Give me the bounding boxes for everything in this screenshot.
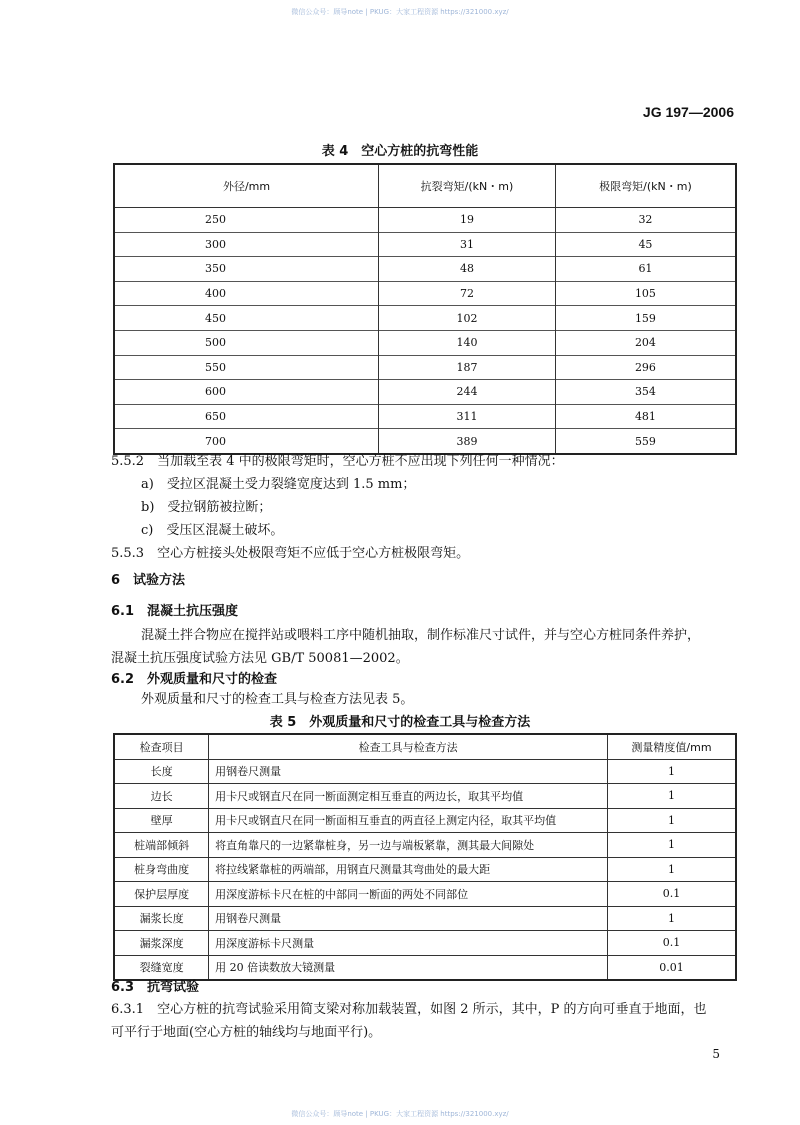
table-row <box>114 232 736 257</box>
table-row <box>114 759 736 784</box>
table5-cell: 1 <box>607 759 736 784</box>
table5-header-row <box>114 734 736 759</box>
table5-cell: 裂缝宽度 <box>114 955 209 980</box>
table4-cell: 159 <box>555 306 736 331</box>
table-row <box>114 380 736 405</box>
section-6-1-paragraph-line2: 混凝土抗压强度试验方法见 GB/T 50081—2002。 <box>111 651 409 666</box>
clause-item-a: a) 受拉区混凝土受力裂缝宽度达到 1.5 mm； <box>141 477 416 492</box>
table5-header-method: 检查工具与检查方法 <box>209 734 608 759</box>
section-6-2-paragraph: 外观质量和尺寸的检查工具与检查方法见表 5。 <box>141 692 414 707</box>
table5-cell: 0.01 <box>607 955 736 980</box>
table-row <box>114 882 736 907</box>
table-row <box>114 784 736 809</box>
table4-cell: 296 <box>555 355 736 380</box>
table-row <box>114 429 736 454</box>
table4-cell: 550 <box>114 355 379 380</box>
table4-cell: 72 <box>379 281 556 306</box>
table4-header-diameter: 外径/mm <box>114 164 379 208</box>
table4-cell: 61 <box>555 257 736 282</box>
table5-cell: 壁厚 <box>114 808 209 833</box>
table4-cell: 105 <box>555 281 736 306</box>
table5-cell: 边长 <box>114 784 209 809</box>
table4-cell: 450 <box>114 306 379 331</box>
clause-5-5-2: 5.5.2 当加载至表 4 中的极限弯矩时，空心方桩不应出现下列任何一种情况： <box>111 454 564 469</box>
table4-cell: 600 <box>114 380 379 405</box>
table5-header-precision: 测量精度值/mm <box>607 734 736 759</box>
table5-cell: 将直角靠尺的一边紧靠桩身，另一边与端板紧靠，测其最大间隙处 <box>209 833 608 858</box>
table-row <box>114 955 736 980</box>
table5-header-item: 检查项目 <box>114 734 209 759</box>
table5-cell: 用钢卷尺测量 <box>209 759 608 784</box>
table4-cell: 559 <box>555 429 736 454</box>
table4-header-ultimate-moment: 极限弯矩/(kN・m) <box>555 164 736 208</box>
clause-5-5-3: 5.5.3 空心方桩接头处极限弯矩不应低于空心方桩极限弯矩。 <box>111 546 470 561</box>
table5-cell: 用卡尺或钢直尺在同一断面相互垂直的两直径上测定内径，取其平均值 <box>209 808 608 833</box>
table5-cell: 桩端部倾斜 <box>114 833 209 858</box>
table5 <box>113 733 737 981</box>
table4-cell: 32 <box>555 208 736 233</box>
table-row <box>114 306 736 331</box>
watermark-top: 微信公众号：顾导note | PKUG：大家工程资源 https://321000.xyz/ <box>291 8 509 16</box>
table4-cell: 204 <box>555 330 736 355</box>
table5-cell: 漏浆深度 <box>114 931 209 956</box>
table4-cell: 311 <box>379 404 556 429</box>
clause-item-b: b) 受拉钢筋被拉断； <box>141 500 272 515</box>
section-6-heading: 6 试验方法 <box>111 573 186 588</box>
table4-cell: 45 <box>555 232 736 257</box>
table5-cell: 将拉线紧靠桩的两端部，用钢直尺测量其弯曲处的最大距 <box>209 857 608 882</box>
table5-cell: 1 <box>607 857 736 882</box>
table4-cell: 354 <box>555 380 736 405</box>
table4-cell: 389 <box>379 429 556 454</box>
table5-title: 表 5 外观质量和尺寸的检查工具与检查方法 <box>269 715 531 730</box>
table5-cell: 1 <box>607 784 736 809</box>
table-row <box>114 257 736 282</box>
table5-cell: 1 <box>607 833 736 858</box>
table5-cell: 长度 <box>114 759 209 784</box>
table4-cell: 19 <box>379 208 556 233</box>
table5-cell: 桩身弯曲度 <box>114 857 209 882</box>
clause-item-c: c) 受压区混凝土破坏。 <box>141 523 284 538</box>
section-6-2-heading: 6.2 外观质量和尺寸的检查 <box>111 672 278 687</box>
table4-cell: 48 <box>379 257 556 282</box>
table4-cell: 244 <box>379 380 556 405</box>
table4-cell: 400 <box>114 281 379 306</box>
table5-cell: 用 20 倍读数放大镜测量 <box>209 955 608 980</box>
standard-code: JG 197—2006 <box>642 104 734 120</box>
page-number: 5 <box>712 1047 720 1061</box>
table-row <box>114 281 736 306</box>
table5-cell: 用钢卷尺测量 <box>209 906 608 931</box>
table5-cell: 0.1 <box>607 931 736 956</box>
clause-6-3-1-line2: 可平行于地面(空心方桩的轴线均与地面平行)。 <box>111 1025 382 1040</box>
watermark-bottom: 微信公众号：顾导note | PKUG：大家工程资源 https://321000.xyz/ <box>291 1110 509 1118</box>
table4-cell: 140 <box>379 330 556 355</box>
table4-cell: 187 <box>379 355 556 380</box>
table4-cell: 300 <box>114 232 379 257</box>
table4 <box>113 163 737 455</box>
clause-6-3-1-line1: 6.3.1 空心方桩的抗弯试验采用简支梁对称加载装置，如图 2 所示，其中，P 的方向可垂直于地面，也 <box>111 1002 707 1017</box>
table4-title: 表 4 空心方桩的抗弯性能 <box>321 144 479 159</box>
section-6-3-heading: 6.3 抗弯试验 <box>111 980 200 995</box>
table5-cell: 用卡尺或钢直尺在同一断面测定相互垂直的两边长，取其平均值 <box>209 784 608 809</box>
table5-cell: 漏浆长度 <box>114 906 209 931</box>
table5-cell: 保护层厚度 <box>114 882 209 907</box>
section-6-1-heading: 6.1 混凝土抗压强度 <box>111 604 239 619</box>
table-row <box>114 931 736 956</box>
table4-cell: 250 <box>114 208 379 233</box>
table5-cell: 1 <box>607 906 736 931</box>
table-row <box>114 208 736 233</box>
table4-header-crack-moment: 抗裂弯矩/(kN・m) <box>379 164 556 208</box>
table-row <box>114 330 736 355</box>
table4-cell: 481 <box>555 404 736 429</box>
table4-header-row <box>114 164 736 208</box>
table-row <box>114 857 736 882</box>
table4-cell: 31 <box>379 232 556 257</box>
table4-cell: 102 <box>379 306 556 331</box>
table5-cell: 0.1 <box>607 882 736 907</box>
section-6-1-paragraph-line1: 混凝土拌合物应在搅拌站或喂料工序中随机抽取，制作标准尺寸试件，并与空心方桩同条件养护， <box>141 628 701 643</box>
table5-cell: 用深度游标卡尺测量 <box>209 931 608 956</box>
table-row <box>114 355 736 380</box>
table5-cell: 用深度游标卡尺在桩的中部同一断面的两处不同部位 <box>209 882 608 907</box>
table-row <box>114 808 736 833</box>
table4-cell: 350 <box>114 257 379 282</box>
table-row <box>114 833 736 858</box>
table4-cell: 700 <box>114 429 379 454</box>
table4-cell: 500 <box>114 330 379 355</box>
table-row <box>114 404 736 429</box>
table-row <box>114 906 736 931</box>
table5-cell: 1 <box>607 808 736 833</box>
table4-cell: 650 <box>114 404 379 429</box>
